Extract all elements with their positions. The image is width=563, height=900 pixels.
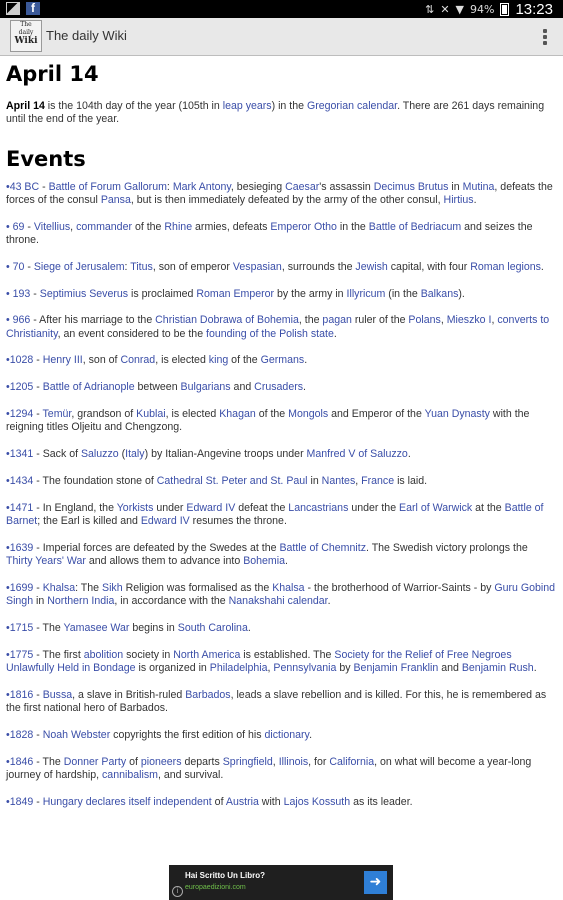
text-span: with: [258, 795, 284, 808]
event-item: [6, 261, 556, 274]
wiki-link[interactable]: Thirty Years' War: [6, 555, 86, 568]
wiki-link[interactable]: Khalsa: [42, 581, 76, 594]
wiki-link[interactable]: Pansa: [100, 193, 131, 206]
text-span: , but is then immediately defeated by the army of the other consul,: [130, 193, 444, 206]
wiki-link[interactable]: Battle of Chemnitz: [279, 541, 366, 554]
text-span: ruler of the: [351, 314, 409, 327]
wiki-link[interactable]: pioneers: [140, 755, 182, 768]
text-span: : The: [75, 581, 103, 594]
page-title: April 14: [6, 62, 99, 86]
wiki-link[interactable]: Titus: [130, 260, 153, 273]
text-span: - The foundation stone of: [33, 474, 157, 487]
wiki-link[interactable]: Manfred V of Saluzzo: [306, 448, 408, 461]
text-span: -: [39, 180, 49, 193]
app-title: The daily Wiki: [46, 28, 127, 43]
text-span: , on what will become a year-long journey of hardship,: [6, 755, 532, 782]
wiki-link[interactable]: Nantes: [321, 474, 356, 487]
text-span: and: [438, 662, 462, 675]
text-span: , an event considered to be the: [57, 327, 207, 340]
wiki-link[interactable]: Society for the Relief of Free Negroes Unlawfully Held in Bondage: [6, 648, 512, 675]
text-span: with the reigning titles Oljeitu and Chengzong.: [6, 408, 530, 434]
wiki-link[interactable]: Springfield: [222, 755, 273, 768]
facebook-icon: f: [26, 2, 40, 15]
text-span: of the: [228, 354, 261, 367]
text-span: . The Swedish victory prolongs the: [366, 541, 528, 554]
event-item: [6, 622, 556, 635]
wiki-link[interactable]: Edward IV: [186, 501, 236, 514]
wiki-link[interactable]: Battle of Forum Gallorum: [48, 180, 167, 193]
text-span: ,: [440, 314, 447, 327]
text-span: .: [540, 260, 544, 273]
wiki-link[interactable]: •1434: [6, 474, 34, 487]
text-span: of the: [132, 220, 165, 233]
wiki-link[interactable]: Saluzzo: [80, 448, 119, 461]
text-span: , son of emperor: [152, 260, 233, 273]
wiki-link[interactable]: Yamasee War: [63, 622, 130, 635]
wiki-link[interactable]: Mieszko I: [446, 314, 492, 327]
event-item: [6, 729, 556, 742]
text-span: as its leader.: [350, 795, 413, 808]
app-logo[interactable]: [10, 20, 42, 52]
wiki-link[interactable]: converts to Christianity: [6, 314, 550, 340]
text-span: , in accordance with the: [114, 595, 229, 608]
text-span: -: [33, 795, 43, 808]
text-span: in the: [336, 220, 369, 233]
event-item: [6, 796, 556, 809]
text-span: , is elected: [165, 408, 220, 421]
wiki-link[interactable]: Noah Webster: [42, 729, 111, 742]
text-span: ).: [458, 287, 465, 300]
text-span: departs: [181, 755, 223, 768]
wiki-link[interactable]: Khalsa: [272, 581, 305, 594]
article-content: [6, 56, 556, 823]
text-span: ) by Italian-Angevine troops under: [144, 448, 307, 461]
wiki-link[interactable]: abolition: [83, 648, 124, 661]
wiki-link[interactable]: Gregorian calendar: [306, 100, 398, 112]
event-item: [6, 408, 556, 435]
wiki-link[interactable]: commander: [76, 220, 132, 233]
text-span: copyrights the first edition of his: [110, 729, 265, 742]
text-span: - After his marriage to the: [30, 314, 156, 327]
wiki-link[interactable]: Pennsylvania: [273, 662, 337, 675]
ad-url[interactable]: europaedizioni.com: [185, 884, 246, 891]
text-span: and Emperor of the: [328, 408, 425, 421]
wiki-link[interactable]: Vitellius: [33, 220, 71, 233]
wiki-link[interactable]: •1715: [6, 622, 34, 635]
event-item: [6, 649, 556, 676]
text-span: - In England, the: [33, 501, 117, 514]
wiki-link[interactable]: •1639: [6, 541, 34, 554]
gallery-icon: [6, 2, 20, 15]
wiki-link[interactable]: leap years: [222, 100, 272, 112]
wiki-link[interactable]: Henry III: [42, 354, 83, 367]
wiki-link[interactable]: Yuan Dynasty: [424, 408, 490, 421]
text-span: .: [304, 354, 308, 367]
wiki-link[interactable]: Vespasian: [232, 260, 282, 273]
wiki-link[interactable]: Barbados: [185, 688, 231, 701]
wiki-link[interactable]: Jewish: [355, 260, 388, 273]
wiki-link[interactable]: Hirtius: [443, 193, 474, 206]
text-span: :: [124, 260, 131, 273]
text-span: :: [166, 180, 173, 193]
text-span: - Imperial forces are defeated by the Swedes at the: [33, 541, 280, 554]
wiki-link[interactable]: • 69: [6, 220, 25, 233]
wiki-link[interactable]: Rhine: [164, 220, 193, 233]
wiki-link[interactable]: •1471: [6, 501, 34, 514]
wiki-link[interactable]: Benjamin Rush: [461, 662, 534, 675]
wiki-link[interactable]: Siege of Jerusalem: [33, 260, 125, 273]
event-item: [6, 354, 556, 367]
wiki-link[interactable]: •1028: [6, 354, 34, 367]
text-span: .: [327, 595, 331, 608]
wiki-link[interactable]: cannibalism: [102, 769, 158, 782]
wiki-link[interactable]: Germans: [260, 354, 305, 367]
logo-line: daily: [18, 29, 34, 36]
wiki-link[interactable]: Battle of Barnet: [6, 501, 544, 528]
wiki-link[interactable]: Kublai: [136, 408, 166, 421]
text-span: between: [134, 381, 181, 394]
wiki-link[interactable]: Yorkists: [116, 501, 154, 514]
event-item: [6, 381, 556, 394]
status-bar: [0, 0, 563, 18]
wiki-link[interactable]: Earl of Warwick: [399, 501, 473, 514]
text-span: (: [118, 448, 126, 461]
wiki-link[interactable]: Guru Gobind Singh: [6, 581, 556, 608]
text-span: resumes the throne.: [189, 515, 287, 528]
ad-info-icon[interactable]: i: [172, 886, 183, 897]
text-span: is proclaimed: [128, 287, 197, 300]
wiki-link[interactable]: Edward IV: [140, 515, 190, 528]
text-span: - the brotherhood of Warrior-Saints - by: [304, 581, 495, 594]
wiki-link[interactable]: Cathedral St. Peter and St. Paul: [156, 474, 308, 487]
wiki-link[interactable]: •1828: [6, 729, 34, 742]
text-span: , for: [308, 755, 330, 768]
wiki-link[interactable]: •1846: [6, 755, 34, 768]
text-span: -: [33, 581, 43, 594]
wiki-link[interactable]: Balkans: [420, 287, 459, 300]
wiki-link[interactable]: •1205: [6, 381, 34, 394]
text-span: , surrounds the: [281, 260, 356, 273]
battery-percent: 94%: [470, 3, 495, 16]
text-span: is established. The: [240, 648, 335, 661]
text-span: .: [533, 662, 537, 675]
text-span: in: [33, 595, 48, 608]
text-span: , son of: [82, 354, 121, 367]
wiki-link[interactable]: •1699: [6, 581, 34, 594]
wiki-link[interactable]: pagan: [322, 314, 352, 327]
sync-icon: ⇅: [425, 3, 435, 16]
text-span: , besieging: [230, 180, 286, 193]
text-span: , and survival.: [157, 769, 224, 782]
wiki-link[interactable]: Conrad: [120, 354, 156, 367]
wiki-link[interactable]: Mutina: [462, 180, 495, 193]
text-span: ,: [491, 314, 498, 327]
text-span: ,: [355, 474, 362, 487]
text-span: and allows them to advance into: [85, 555, 244, 568]
text-span: capital, with four: [387, 260, 471, 273]
text-span: begins in: [129, 622, 178, 635]
text-span: , leads a slave rebellion and is killed. For this, he is remembered as the first national hero of Barbados.: [6, 688, 547, 715]
text-span: of: [126, 755, 141, 768]
text-span: ) in the: [271, 100, 307, 112]
text-span: is laid.: [394, 474, 428, 487]
text-span: -: [30, 287, 40, 300]
wiki-link[interactable]: •1849: [6, 795, 34, 808]
wiki-link[interactable]: Roman legions: [470, 260, 541, 273]
text-span: by: [336, 662, 354, 675]
text-span: .: [473, 193, 477, 206]
text-span: .: [333, 327, 337, 340]
wiki-link[interactable]: France: [361, 474, 395, 487]
text-span: under the: [348, 501, 400, 514]
text-span: defeat the: [235, 501, 289, 514]
text-span: society in: [123, 648, 174, 661]
wiki-link[interactable]: Polans: [408, 314, 441, 327]
wiki-link[interactable]: Emperor Otho: [270, 220, 337, 233]
text-span: . There are 261 days remaining until the end of the year.: [6, 100, 545, 126]
text-span: - The: [33, 622, 64, 635]
ad-banner[interactable]: [169, 865, 393, 900]
wiki-link[interactable]: Philadelphia: [209, 662, 268, 675]
wiki-link[interactable]: Benjamin Franklin: [353, 662, 439, 675]
clock: 13:23: [515, 1, 553, 18]
text-span: -: [33, 729, 43, 742]
wiki-link[interactable]: Hungary declares itself independent: [42, 795, 212, 808]
wiki-link[interactable]: Bussa: [42, 688, 73, 701]
text-span: .: [407, 448, 411, 461]
ad-title[interactable]: Hai Scritto Un Libro?: [185, 871, 265, 880]
logo-line: The: [20, 21, 32, 28]
text-span: .: [309, 729, 313, 742]
wiki-link[interactable]: Nanakshahi calendar: [228, 595, 328, 608]
text-span: .: [247, 622, 251, 635]
intro-paragraph: [6, 100, 556, 127]
text-span: ; the Earl is killed and: [37, 515, 141, 528]
vibrate-icon: ✕: [440, 3, 450, 16]
wiki-link[interactable]: •43 BC: [6, 180, 40, 193]
event-item: [6, 181, 556, 208]
event-item: [6, 756, 556, 783]
text-span: , defeats the forces of the consul: [6, 180, 553, 206]
text-span: , grandson of: [71, 408, 137, 421]
text-span: 's assassin: [319, 180, 374, 193]
text-span: -: [33, 688, 43, 701]
overflow-menu-icon[interactable]: [543, 29, 547, 45]
wiki-link[interactable]: Battle of Adrianople: [42, 381, 135, 394]
text-span: -: [33, 354, 43, 367]
text-span: of: [211, 795, 226, 808]
action-bar: [0, 18, 563, 56]
wiki-link[interactable]: Khagan: [219, 408, 256, 421]
text-span: Religion was formalised as the: [122, 581, 273, 594]
text-span: is organized in: [135, 662, 210, 675]
text-span: , a slave in British-ruled: [72, 688, 186, 701]
event-item: [6, 475, 556, 488]
wiki-link[interactable]: North America: [173, 648, 241, 661]
wiki-link[interactable]: Caesar: [285, 180, 320, 193]
event-item: [6, 502, 556, 529]
wiki-link[interactable]: Decimus Brutus: [373, 180, 449, 193]
wiki-link[interactable]: Christian: [155, 314, 197, 327]
text-span: and: [230, 381, 255, 394]
bold-term: April 14: [6, 100, 45, 112]
event-item: [6, 314, 556, 341]
event-item: [6, 542, 556, 569]
events-heading: Events: [6, 146, 86, 171]
events-list: [6, 181, 556, 810]
text-span: , the: [298, 314, 323, 327]
text-span: .: [303, 381, 306, 394]
event-item: [6, 689, 556, 716]
text-span: armies, defeats: [192, 220, 271, 233]
text-span: .: [285, 555, 288, 568]
text-span: -: [33, 408, 43, 421]
text-span: and seizes the throne.: [6, 220, 533, 246]
text-span: -: [24, 220, 34, 233]
wiki-link[interactable]: Septimius Severus: [39, 287, 129, 300]
arrow-right-icon[interactable]: ➜: [364, 871, 387, 894]
wiki-link[interactable]: founding of the Polish state: [206, 327, 334, 340]
text-span: is the 104th day of the year (105th in: [44, 100, 223, 112]
wiki-link[interactable]: Mongols: [288, 408, 329, 421]
wiki-link[interactable]: Northern India: [47, 595, 115, 608]
event-item: [6, 288, 556, 301]
wiki-link[interactable]: Lajos Kossuth: [283, 795, 351, 808]
status-left-icons: [6, 2, 40, 15]
wiki-link[interactable]: Crusaders: [254, 381, 304, 394]
text-span: ,: [267, 662, 274, 675]
wiki-link[interactable]: •1816: [6, 688, 34, 701]
wiki-link[interactable]: Illyricum: [346, 287, 386, 300]
text-span: , is elected: [155, 354, 209, 367]
text-span: in: [448, 180, 463, 193]
wiki-link[interactable]: • 70: [6, 260, 25, 273]
event-item: [6, 448, 556, 461]
event-item: [6, 221, 556, 248]
logo-line: Wiki: [14, 36, 38, 46]
event-item: [6, 582, 556, 609]
wiki-link[interactable]: dictionary: [264, 729, 310, 742]
status-right-icons: [425, 1, 553, 18]
wiki-link[interactable]: Roman Emperor: [196, 287, 275, 300]
text-span: - The first: [33, 648, 84, 661]
wiki-link[interactable]: king: [208, 354, 229, 367]
text-span: ,: [70, 220, 77, 233]
text-span: -: [33, 381, 43, 394]
text-span: in: [307, 474, 322, 487]
wiki-link[interactable]: • 966: [6, 314, 31, 327]
wiki-link[interactable]: Illinois: [278, 755, 309, 768]
text-span: at the: [472, 501, 505, 514]
wiki-link[interactable]: • 193: [6, 287, 31, 300]
wiki-link[interactable]: Sikh: [102, 581, 123, 594]
wiki-link[interactable]: South Carolina: [177, 622, 248, 635]
wiki-link[interactable]: •1341: [6, 448, 34, 461]
wiki-link[interactable]: Bohemia: [243, 555, 285, 568]
text-span: (in the: [385, 287, 421, 300]
wiki-link[interactable]: California: [329, 755, 375, 768]
text-span: -: [24, 260, 34, 273]
wiki-link[interactable]: Temür: [42, 408, 72, 421]
wiki-link[interactable]: Donner Party: [63, 755, 127, 768]
wiki-link[interactable]: Lancastrians: [288, 501, 349, 514]
text-span: under: [153, 501, 187, 514]
wifi-icon: ▼: [455, 3, 464, 16]
wiki-link[interactable]: •1775: [6, 648, 34, 661]
wiki-link[interactable]: Bulgarians: [180, 381, 231, 394]
wiki-link[interactable]: Dobrawa of Bohemia: [199, 314, 299, 327]
wiki-link[interactable]: Mark Antony: [172, 180, 231, 193]
wiki-link[interactable]: Battle of Bedriacum: [368, 220, 462, 233]
wiki-link[interactable]: Austria: [225, 795, 259, 808]
text-span: of the: [255, 408, 289, 421]
wiki-link[interactable]: Italy: [125, 448, 145, 461]
text-span: - Sack of: [33, 448, 81, 461]
text-span: by the army in: [274, 287, 347, 300]
battery-icon: [500, 3, 509, 16]
text-span: - The: [33, 755, 64, 768]
wiki-link[interactable]: •1294: [6, 408, 34, 421]
text-span: ,: [272, 755, 279, 768]
